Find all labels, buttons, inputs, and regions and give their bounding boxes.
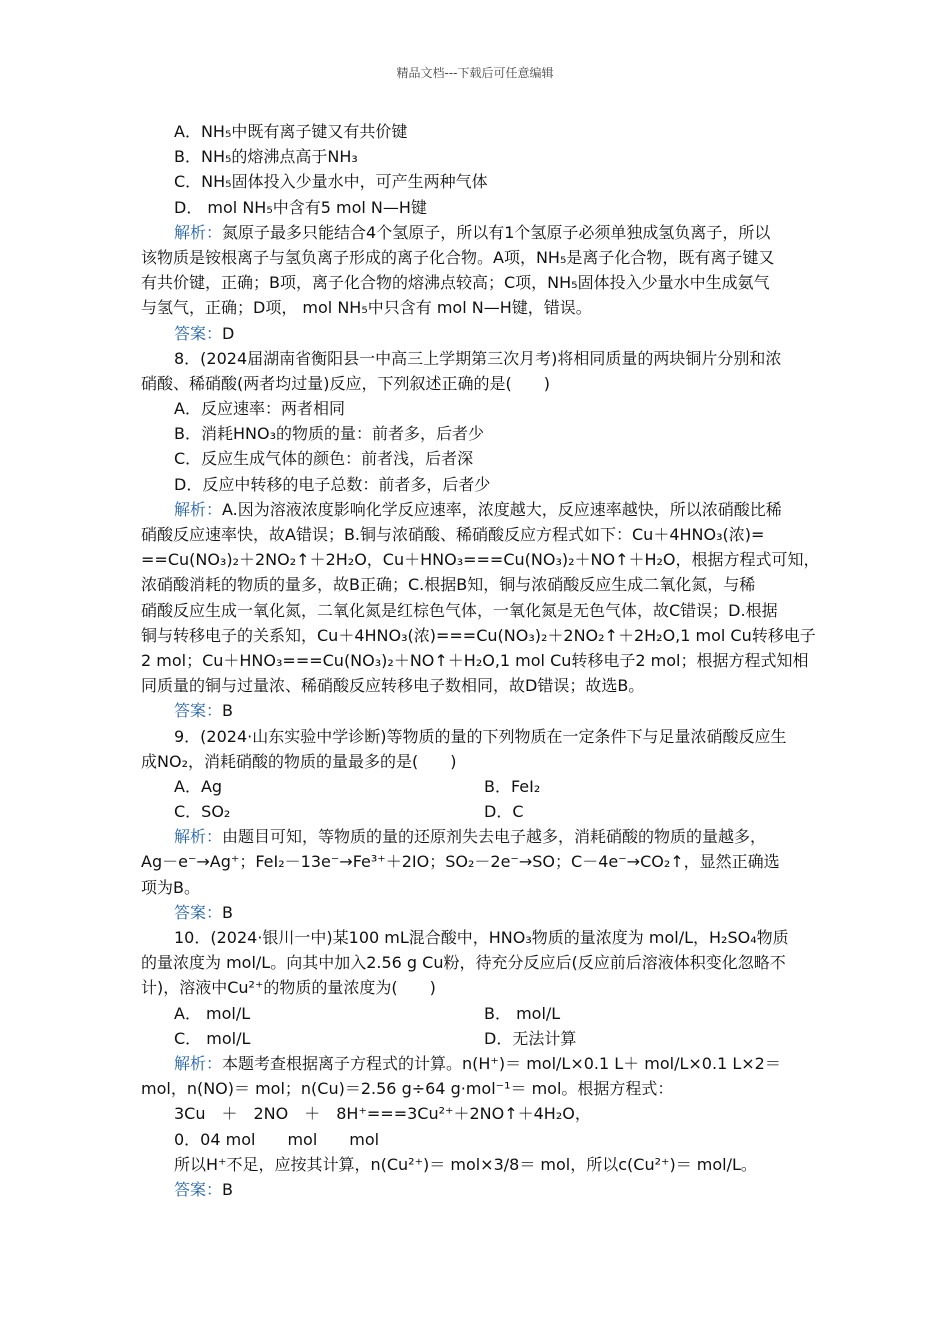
- text-line: [141, 1152, 813, 1177]
- line-text: Ag－e⁻→Ag⁺；FeI₂－13e⁻→Fe³⁺＋2IO；SO₂－2e⁻→SO；C－4e⁻→CO₂↑，显然正确选: [141, 852, 780, 872]
- line-text: D: [222, 323, 235, 343]
- option-row: [141, 799, 813, 824]
- text-line: [141, 295, 813, 320]
- text-line: [141, 673, 813, 698]
- line-text: 2 mol；Cu＋HNO₃===Cu(NO₃)₂＋NO↑＋H₂O,1 mol Cu转移电子2 mol；根据方程式知相: [141, 650, 809, 670]
- text-line: [141, 975, 813, 1000]
- line-text: B: [222, 1179, 233, 1199]
- text-line: [141, 195, 813, 220]
- option-text: C．SO₂: [174, 802, 231, 822]
- text-line: [141, 396, 813, 421]
- line-text: 该物质是铵根离子与氢负离子形成的离子化合物。A项，NH₅是离子化合物，既有离子键又: [141, 247, 775, 267]
- text-line: [141, 849, 813, 874]
- text-line: [141, 446, 813, 471]
- text-line: [141, 245, 813, 270]
- section-label: 答案：: [174, 701, 223, 721]
- line-text: 成NO₂，消耗硝酸的物质的量最多的是( ): [141, 751, 457, 771]
- line-text: 本题考查根据离子方程式的计算。n(H⁺)＝ mol/L×0.1 L＋ mol/L×0.1 L×2＝: [222, 1053, 781, 1073]
- line-text: 硝酸、稀硝酸(两者均过量)反应，下列叙述正确的是( ): [141, 373, 550, 393]
- text-line: [141, 623, 816, 648]
- text-line: [141, 522, 813, 547]
- line-text: D． mol NH₅中含有5 mol N—H键: [174, 197, 427, 217]
- option-text: D．无法计算: [484, 1028, 577, 1048]
- text-line: [141, 572, 813, 597]
- line-text: 硝酸反应生成一氧化氮，二氧化氮是红棕色气体，一氧化氮是无色气体，故C错误；D.根据: [141, 600, 778, 620]
- text-line: [141, 346, 813, 371]
- line-text: ==Cu(NO₃)₂＋2NO₂↑＋2H₂O，Cu＋HNO₃===Cu(NO₃)₂＋NO↑＋H₂O，根据方程式可知，: [141, 550, 820, 570]
- line-text: 项为B。: [141, 877, 200, 897]
- line-text: 硝酸反应速率快，故A错误；B.铜与浓硝酸、稀硝酸反应方程式如下：Cu＋4HNO₃(浓)=: [141, 525, 765, 544]
- text-line: [141, 144, 813, 169]
- text-line: [141, 875, 813, 900]
- line-text: mol，n(NO)＝ mol；n(Cu)＝2.56 g÷64 g·mol⁻¹＝ mol。根据方程式：: [141, 1079, 674, 1099]
- line-text: B．NH₅的熔沸点高于NH₃: [174, 147, 358, 167]
- line-text: 的量浓度为 mol/L。向其中加入2.56 g Cu粉，待充分反应后(反应前后溶液体积变化忽略不: [141, 953, 786, 973]
- option-text: B． mol/L: [484, 1003, 561, 1023]
- line-text: 铜与转移电子的关系知，Cu＋4HNO₃(浓)===Cu(NO₃)₂＋2NO₂↑＋2H₂O,1 mol Cu转移电子: [141, 625, 816, 645]
- option-text: C． mol/L: [174, 1028, 251, 1048]
- section-label: 解析：: [174, 1053, 223, 1073]
- section-label: 答案：: [174, 1179, 223, 1199]
- line-text: 9．(2024·山东实验中学诊断)等物质的量的下列物质在一定条件下与足量浓硝酸反应生: [174, 726, 787, 746]
- text-line: [141, 1076, 813, 1101]
- text-line: [141, 724, 813, 749]
- option-text: B．FeI₂: [484, 776, 541, 796]
- line-text: 有共价键，正确；B项，离子化合物的熔沸点较高；C项，NH₅固体投入少量水中生成氨气: [141, 273, 770, 293]
- line-text: D．反应中转移的电子总数：前者多，后者少: [174, 474, 491, 494]
- line-text: 0．04 mol mol mol: [174, 1129, 380, 1149]
- text-line: [141, 698, 813, 723]
- line-text: 浓硝酸消耗的物质的量多，故B正确；C.根据B知，铜与浓硝酸反应生成二氧化氮，与稀: [141, 575, 756, 595]
- text-line: [141, 270, 813, 295]
- text-line: [141, 169, 813, 194]
- line-text: A．反应速率：两者相同: [174, 399, 345, 419]
- line-text: A.因为溶液浓度影响化学反应速率，浓度越大，反应速率越快，所以浓硝酸比稀: [222, 499, 782, 519]
- line-text: B: [222, 701, 233, 721]
- line-text: 与氢气，正确；D项， mol NH₅中只含有 mol N—H键，错误。: [141, 298, 592, 318]
- text-line: [141, 220, 813, 245]
- page-header: 精品文档---下载后可任意编辑: [396, 66, 554, 80]
- option-row: [141, 1026, 813, 1051]
- text-line: [141, 472, 813, 497]
- text-line: [141, 950, 813, 975]
- option-row: [141, 1001, 813, 1026]
- text-line: [141, 598, 813, 623]
- option-text: D．C: [484, 802, 524, 822]
- text-line: [141, 1127, 813, 1152]
- section-label: 答案：: [174, 323, 223, 343]
- section-label: 解析：: [174, 222, 223, 242]
- text-line: [141, 900, 813, 925]
- line-text: C．反应生成气体的颜色：前者浅，后者深: [174, 449, 474, 469]
- document-body: [141, 119, 820, 1202]
- text-line: [141, 749, 813, 774]
- text-line: [141, 119, 813, 144]
- text-line: [141, 547, 820, 572]
- line-text: A．NH₅中既有离子键又有共价键: [174, 122, 408, 141]
- line-text: B．消耗HNO₃的物质的量：前者多，后者少: [174, 424, 484, 444]
- text-line: [141, 648, 813, 673]
- text-line: [141, 824, 813, 849]
- option-text: A． mol/L: [174, 1003, 251, 1023]
- section-label: 解析：: [174, 499, 223, 519]
- line-text: B: [222, 902, 233, 922]
- option-row: [141, 774, 813, 799]
- line-text: 8．(2024届湖南省衡阳县一中高三上学期第三次月考)将相同质量的两块铜片分别和浓: [174, 348, 782, 368]
- text-line: [141, 1177, 813, 1202]
- line-text: 所以H⁺不足，应按其计算，n(Cu²⁺)＝ mol×3/8＝ mol，所以c(Cu²⁺)＝ mol/L。: [174, 1154, 757, 1174]
- text-line: [141, 371, 813, 396]
- line-text: C．NH₅固体投入少量水中，可产生两种气体: [174, 172, 488, 192]
- text-line: [141, 1101, 813, 1126]
- option-text: A．Ag: [174, 776, 223, 796]
- line-text: 由题目可知，等物质的量的还原剂失去电子越多，消耗硝酸的物质的量越多，: [222, 827, 767, 847]
- text-line: [141, 1051, 813, 1076]
- text-line: [141, 497, 813, 522]
- line-text: 同质量的铜与过量浓、稀硝酸反应转移电子数相同，故D错误；故选B。: [141, 676, 645, 696]
- text-line: [141, 925, 813, 950]
- section-label: 解析：: [174, 827, 223, 847]
- line-text: 10．(2024·银川一中)某100 mL混合酸中，HNO₃物质的量浓度为 mol/L，H₂SO₄物质: [174, 928, 789, 947]
- text-line: [141, 321, 813, 346]
- line-text: 氮原子最多只能结合4个氢原子，所以有1个氢原子必须单独成氢负离子，所以: [222, 222, 771, 242]
- section-label: 答案：: [174, 902, 223, 922]
- line-text: 计)，溶液中Cu²⁺的物质的量浓度为( ): [141, 978, 436, 998]
- text-line: [141, 421, 813, 446]
- line-text: 3Cu ＋ 2NO ＋ 8H⁺===3Cu²⁺＋2NO↑＋4H₂O，: [174, 1104, 591, 1124]
